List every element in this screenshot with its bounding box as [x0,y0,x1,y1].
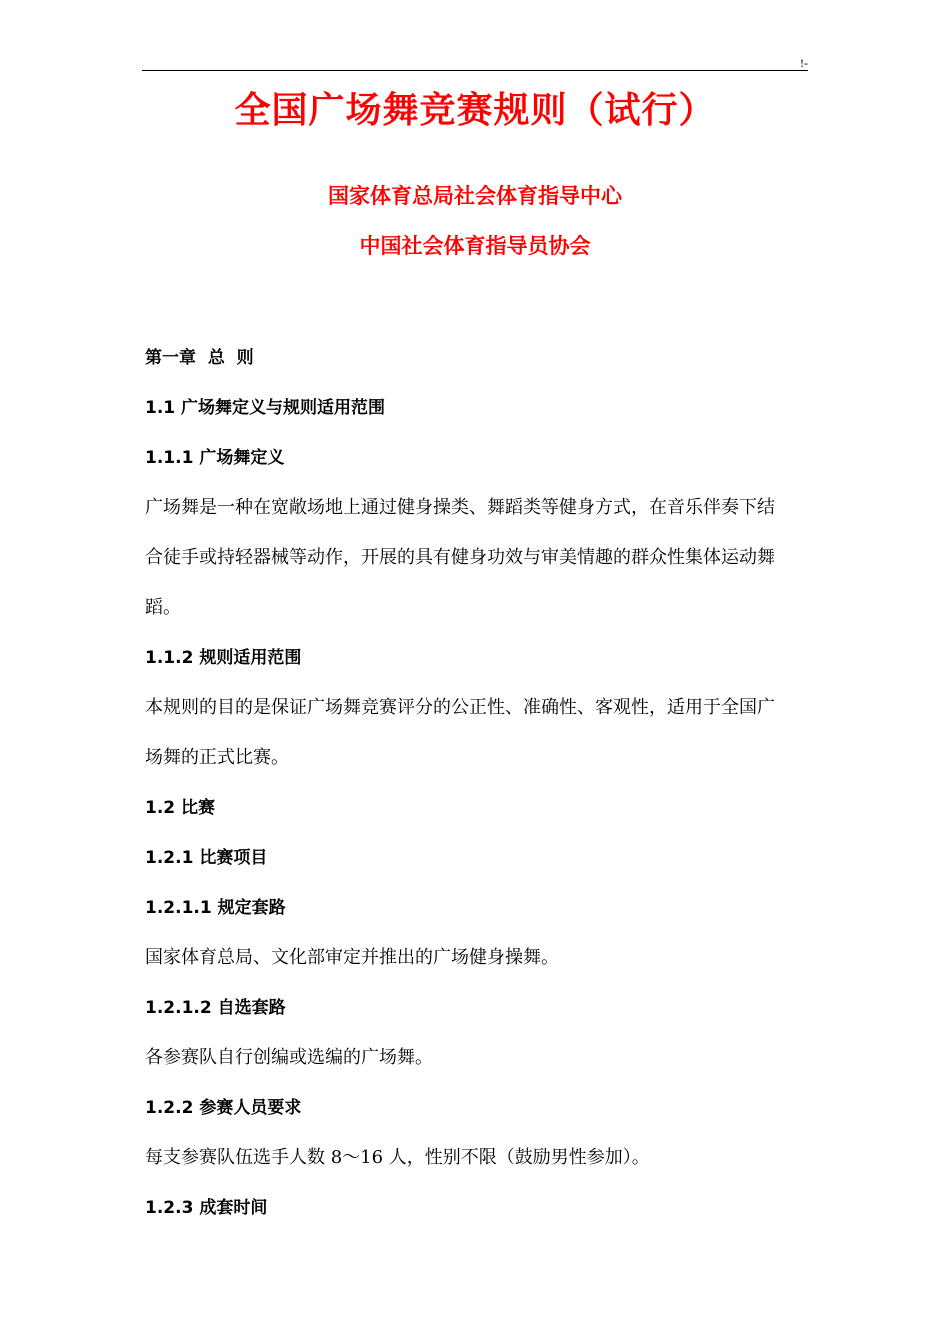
document-body [145,333,810,1233]
paragraph-line: 每支参赛队伍选手人数 8～16 人，性别不限（鼓励男性参加）。 [145,1147,650,1168]
section-heading-1-2-1: 1.2.1 比赛项目 [145,848,268,868]
organization-1: 国家体育总局社会体育指导中心 [328,184,622,208]
paragraph-line: 广场舞是一种在宽敞场地上通过健身操类、舞蹈类等健身方式，在音乐伴奏下结 [145,497,775,518]
paragraph-line: 场舞的正式比赛。 [145,747,289,768]
document-title: 全国广场舞竞赛规则（试行） [234,90,716,131]
section-heading-1-1-2: 1.1.2 规则适用范围 [145,648,302,668]
paragraph-line: 合徒手或持轻器械等动作，开展的具有健身功效与审美情趣的群众性集体运动舞 [145,547,775,568]
section-heading-1-2-1-2: 1.2.1.2 自选套路 [145,998,286,1018]
section-heading-1-1: 1.1 广场舞定义与规则适用范围 [145,398,386,418]
paragraph-line: 本规则的目的是保证广场舞竞赛评分的公正性、准确性、客观性，适用于全国广 [145,697,775,718]
section-heading-1-2: 1.2 比赛 [145,798,216,818]
section-heading-1-2-2: 1.2.2 参赛人员要求 [145,1098,302,1118]
header-rule [142,70,808,71]
paragraph-line: 国家体育总局、文化部审定并推出的广场健身操舞。 [145,947,559,968]
paragraph-line: 蹈。 [145,597,181,618]
organization-2: 中国社会体育指导员协会 [359,234,591,258]
paragraph-line: 各参赛队自行创编或选编的广场舞。 [145,1047,433,1068]
chapter-heading: 第一章 总 则 [145,348,254,368]
section-heading-1-2-3: 1.2.3 成套时间 [145,1198,268,1218]
section-heading-1-2-1-1: 1.2.1.1 规定套路 [145,898,286,918]
section-heading-1-1-1: 1.1.1 广场舞定义 [145,448,285,468]
page-header-mark: !- [800,56,808,70]
